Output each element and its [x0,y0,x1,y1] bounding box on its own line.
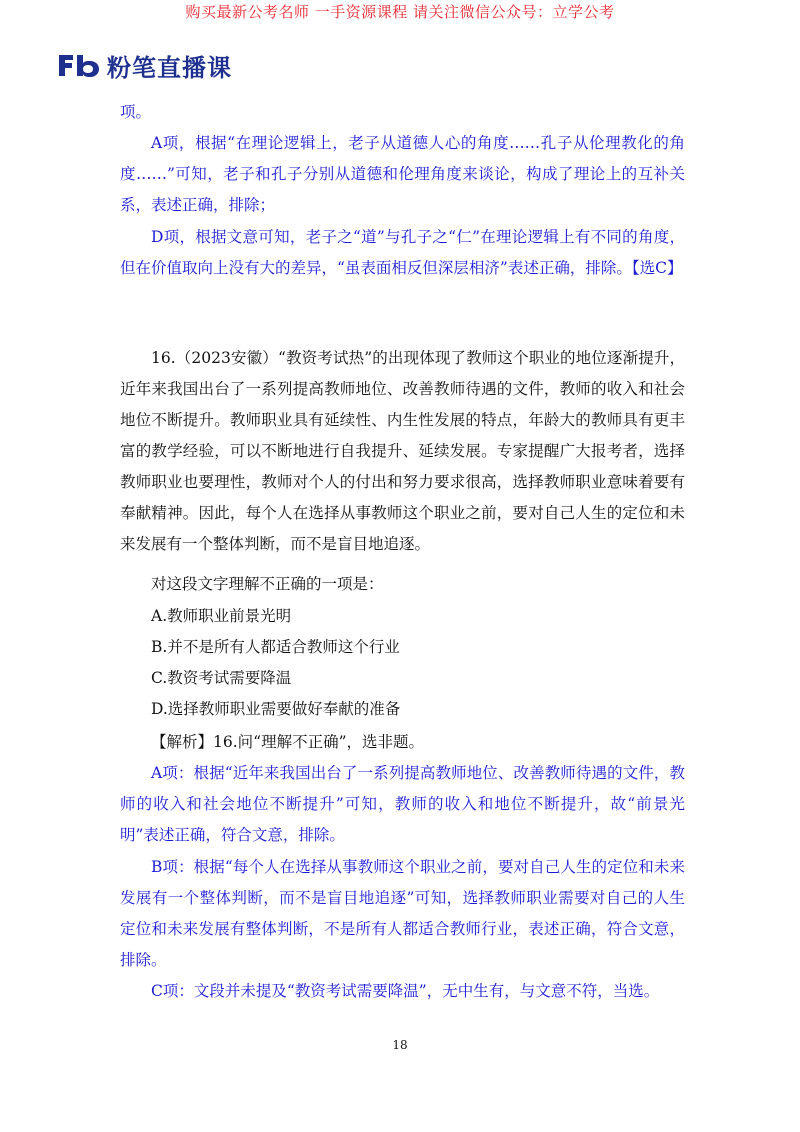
option-b: B.并不是所有人都适合教师这个行业 [151,638,400,656]
prev-answer-option-d: D项，根据文意可知，老子之“道”与孔子之“仁”在理论逻辑上有不同的角度，但在价值取向上没有大的差异，“虽表面相反但深层相济”表述正确，排除。【选C】 [120,228,685,277]
option-d: D.选择教师职业需要做好奉献的准备 [151,700,401,718]
option-c: C.教资考试需要降温 [151,669,292,687]
prev-answer-option-a: A项，根据“在理论逻辑上，老子从道德人心的角度……孔子从伦理教化的角度……”可知，老子和孔子分别从道德和伦理角度来谈论，构成了理论上的互补关系，表述正确，排除； [120,134,685,214]
analysis-option-b: B项：根据“每个人在选择从事教师这个职业之前，要对自己人生的定位和未来发展有一个整体判断，而不是盲目地追逐”可知，选择教师职业需要对自己的人生定位和未来发展有整体判断，不是所有人都适合教师行业，表述正确，符合文意，排除。 [120,858,685,969]
fenbi-fb-logo-icon [57,52,101,78]
prev-answer-tail: 项。 [120,103,152,121]
question-stem: 16.（2023安徽）“教资考试热”的出现体现了教师这个职业的地位逐渐提升，近年来我国出台了一系列提高教师地位、改善教师待遇的文件，教师的收入和社会地位不断提升。教师职业具有延续性、内生性发展的特点，年龄大的教师具有更丰富的教学经验，可以不断地进行自我提升、延续发展。专家提醒广大报考者，选择教师职业也要理性，教师对个人的付出和努力要求很高，选择教师职业意味着要有奉献精神。因此，每个人在选择从事教师这个职业之前，要对自己人生的定位和未来发展有一个整体判断，而不是盲目地追逐。 [120,349,685,553]
analysis-option-c: C项：文段并未提及“教资考试需要降温”，无中生有，与文意不符，当选。 [151,982,660,1000]
question-prompt: 对这段文字理解不正确的一项是： [151,575,384,593]
brand-logo [57,50,232,80]
analysis-head: 【解析】16.问“理解不正确”，选非题。 [151,733,424,751]
brand-name: 粉笔直播课 [107,53,232,82]
page-number: 18 [392,1038,408,1052]
option-a: A.教师职业前景光明 [151,607,292,625]
promo-banner: 购买最新公考名师 一手资源课程 请关注微信公众号：立学公考 [185,3,615,21]
analysis-option-a: A项：根据“近年来我国出台了一系列提高教师地位、改善教师待遇的文件，教师的收入和社会地位不断提升”可知，教师的收入和地位不断提升，故“前景光明”表述正确，符合文意，排除。 [120,764,685,844]
